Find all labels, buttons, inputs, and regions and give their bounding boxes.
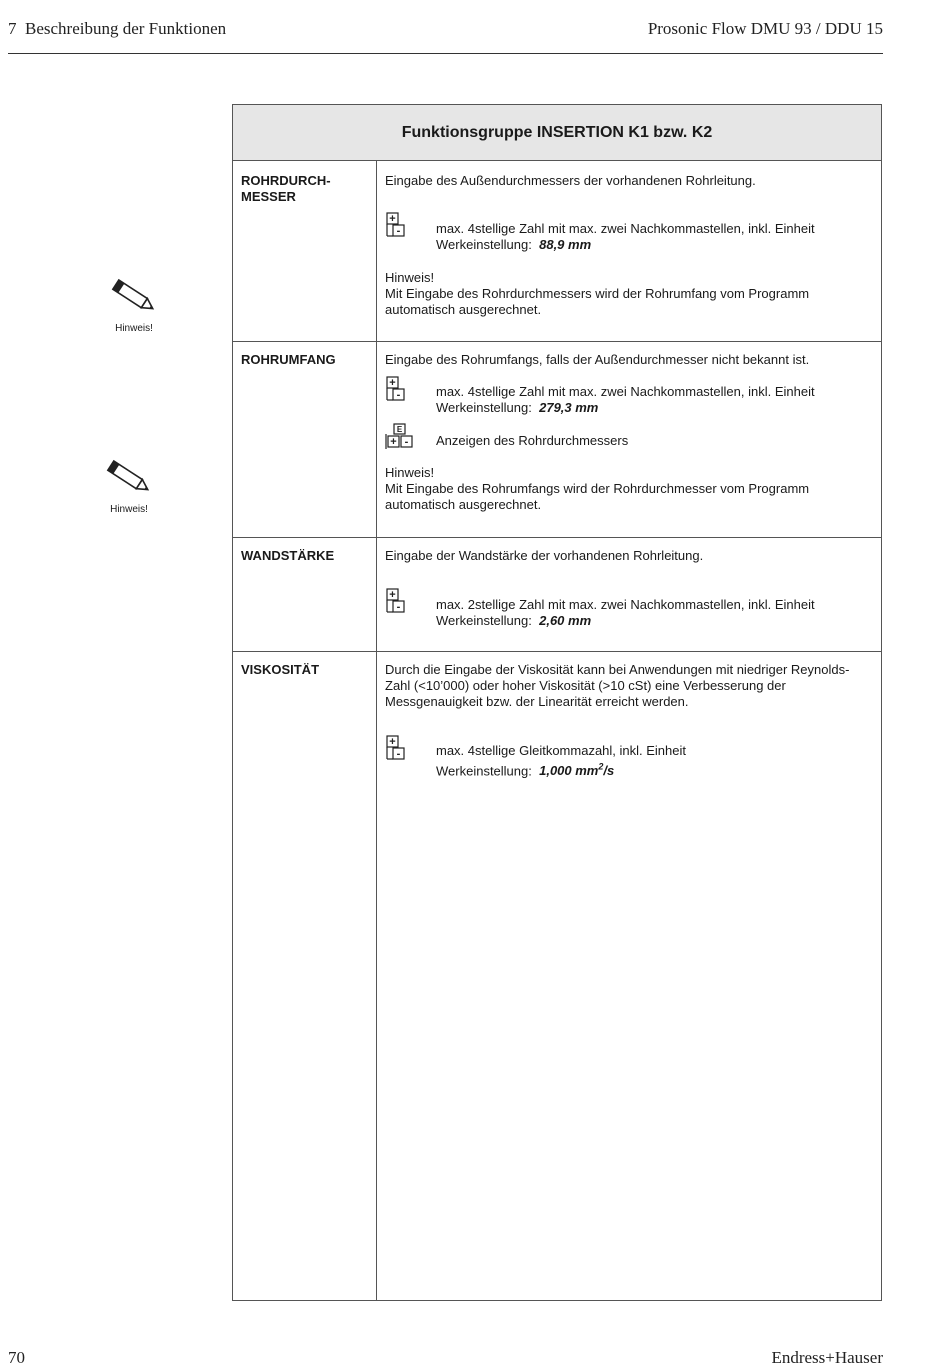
hint-note-2 — [99, 459, 159, 515]
svg-text:+: + — [389, 377, 396, 389]
default-label: Werkeinstellung: — [436, 400, 532, 415]
default-value — [539, 763, 614, 778]
row-divider — [233, 341, 881, 342]
table-title-row — [233, 105, 881, 161]
chapter-title: 7 Beschreibung der Funktionen — [8, 19, 227, 38]
default-value-main: 1,000 mm — [539, 763, 599, 779]
input-spec: max. 4stellige Zahl mit max. zwei Nachkommastellen, inkl. Einheit — [436, 384, 815, 399]
svg-text:-: - — [396, 225, 401, 237]
plus-minus-keys-icon — [385, 588, 411, 614]
row-divider — [233, 537, 881, 538]
plus-minus-keys-icon — [385, 735, 411, 761]
column-divider — [376, 161, 377, 1300]
default-setting — [436, 237, 866, 253]
svg-text:+: + — [390, 436, 397, 448]
default-value: 88,9 mm — [539, 237, 592, 252]
default-value: 279,3 mm — [539, 400, 599, 415]
row-divider — [233, 651, 881, 652]
plus-minus-enter-keys-icon — [385, 423, 419, 451]
hint-title: Hinweis! — [385, 270, 435, 285]
input-spec: max. 2stellige Zahl mit max. zwei Nachkommastellen, inkl. Einheit — [436, 597, 815, 612]
svg-text:+: + — [389, 213, 396, 225]
hint-title: Hinweis! — [385, 465, 435, 480]
default-label: Werkeinstellung: — [436, 763, 532, 779]
default-value-exponent: 2 — [598, 762, 604, 772]
document-title: Prosonic Flow DMU 93 / DDU 15 — [647, 19, 883, 38]
default-value: 2,60 mm — [539, 613, 592, 628]
pencil-note-icon — [108, 278, 160, 316]
description: Durch die Eingabe der Viskosität kann bei Anwendungen mit niedriger Reynolds-Zahl (<10’000) oder hoher Viskosität (>10 cSt) eine Verbesserung der Messgenauigkeit bzw. der Linearität erreicht werden. — [385, 662, 850, 709]
description: Eingabe des Rohrumfangs, falls der Außendurchmesser nicht bekannt ist. — [385, 352, 810, 367]
svg-text:+: + — [389, 736, 396, 748]
function-name-wandstaerke: WANDSTÄRKE — [241, 548, 335, 563]
description: Eingabe der Wandstärke der vorhandenen Rohrleitung. — [385, 548, 704, 563]
hint-text: Mit Eingabe des Rohrdurchmessers wird der Rohrumfang vom Programm automatisch ausgerechnet. — [385, 286, 810, 317]
svg-text:+: + — [389, 589, 396, 601]
plus-minus-keys-icon — [385, 212, 411, 238]
brand-name: Endress+Hauser — [771, 1348, 883, 1367]
display-function: Anzeigen des Rohrdurchmessers — [436, 433, 629, 448]
hint-note-1 — [104, 278, 164, 334]
svg-text:-: - — [404, 436, 409, 448]
default-setting — [436, 759, 866, 779]
input-spec: max. 4stellige Zahl mit max. zwei Nachkommastellen, inkl. Einheit — [436, 221, 815, 236]
function-table — [232, 104, 882, 1301]
input-spec: max. 4stellige Gleitkommazahl, inkl. Einheit — [436, 743, 686, 758]
svg-text:-: - — [396, 748, 401, 760]
page-number: 70 — [8, 1348, 25, 1367]
function-name-rohrumfang: ROHRUMFANG — [241, 352, 336, 367]
table-title: Funktionsgruppe INSERTION K1 bzw. K2 — [401, 123, 713, 141]
pencil-note-icon — [103, 459, 155, 497]
svg-text:E: E — [396, 425, 403, 434]
default-setting — [436, 613, 866, 629]
default-label: Werkeinstellung: — [436, 237, 532, 252]
function-name-viskositaet: VISKOSITÄT — [241, 662, 320, 677]
hint-text: Mit Eingabe des Rohrumfangs wird der Rohrdurchmesser vom Programm automatisch ausgerechnet. — [385, 481, 810, 512]
function-name-rohrdurchmesser: ROHRDURCH- MESSER — [241, 173, 331, 204]
plus-minus-keys-icon — [385, 376, 411, 402]
svg-text:-: - — [396, 389, 401, 401]
default-label: Werkeinstellung: — [436, 613, 532, 628]
description: Eingabe des Außendurchmessers der vorhandenen Rohrleitung. — [385, 173, 756, 188]
default-setting — [436, 400, 866, 416]
default-value-unit-tail: /s — [603, 763, 615, 779]
hint-note-label: Hinweis! — [115, 323, 153, 334]
hint-note-label: Hinweis! — [110, 504, 148, 515]
header-rule — [8, 53, 883, 54]
svg-text:-: - — [396, 601, 401, 613]
